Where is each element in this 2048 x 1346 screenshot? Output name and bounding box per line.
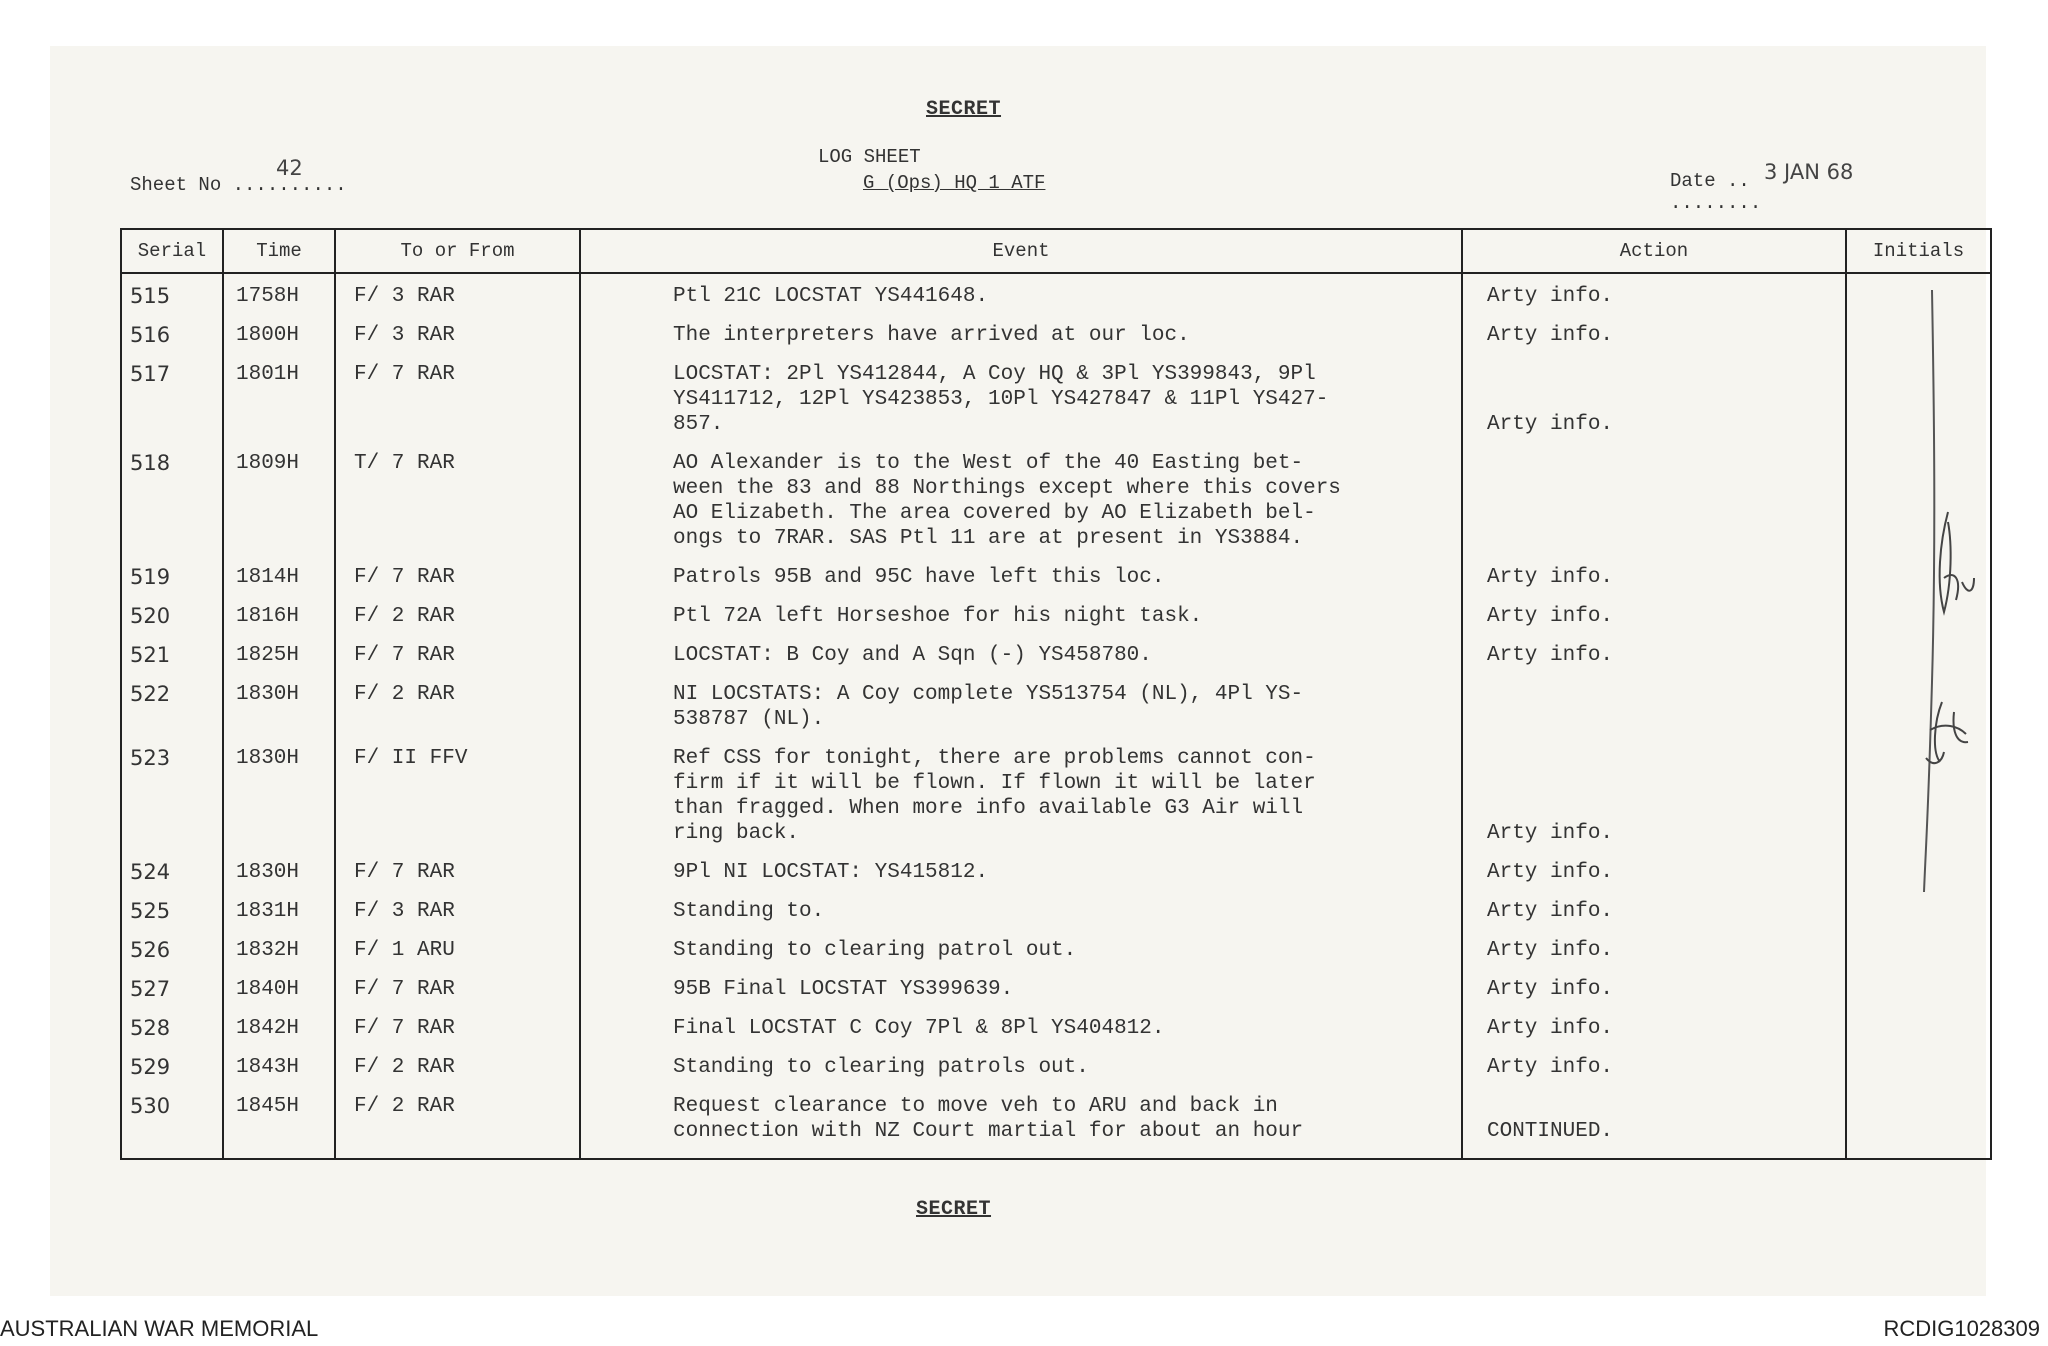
spacer-cell bbox=[121, 590, 223, 604]
row-spacer bbox=[121, 732, 1991, 746]
serial-cell: 523 bbox=[121, 746, 223, 846]
event-cell: Ptl 21C LOCSTAT YS441648. bbox=[580, 273, 1462, 309]
sheet-number-value: 42 bbox=[276, 156, 303, 180]
spacer-cell bbox=[1462, 732, 1846, 746]
initials-cell bbox=[1846, 977, 1991, 1002]
to-or-from-cell: F/ 3 RAR bbox=[335, 323, 580, 348]
spacer-cell bbox=[223, 924, 335, 938]
row-spacer bbox=[121, 668, 1991, 682]
time-cell: 1816H bbox=[223, 604, 335, 629]
table-row bbox=[121, 643, 1991, 668]
spacer-cell bbox=[121, 309, 223, 323]
spacer-cell bbox=[580, 732, 1462, 746]
action-cell: Arty info. bbox=[1462, 323, 1846, 348]
serial-cell: 529 bbox=[121, 1055, 223, 1080]
time-cell: 1831H bbox=[223, 899, 335, 924]
time-cell: 1830H bbox=[223, 682, 335, 732]
to-or-from-cell: F/ 7 RAR bbox=[335, 860, 580, 885]
spacer-cell bbox=[223, 668, 335, 682]
to-or-from-cell: F/ 7 RAR bbox=[335, 565, 580, 590]
event-cell: The interpreters have arrived at our loc. bbox=[580, 323, 1462, 348]
spacer-cell bbox=[1462, 885, 1846, 899]
event-cell: LOCSTAT: B Coy and A Sqn (-) YS458780. bbox=[580, 643, 1462, 668]
spacer-cell bbox=[580, 885, 1462, 899]
spacer-cell bbox=[121, 1002, 223, 1016]
serial-cell: 530 bbox=[121, 1094, 223, 1144]
spacer-cell bbox=[335, 1080, 580, 1094]
spacer-cell bbox=[223, 846, 335, 860]
time-cell: 1825H bbox=[223, 643, 335, 668]
spacer-cell bbox=[1462, 846, 1846, 860]
to-or-from-cell: F/ 3 RAR bbox=[335, 273, 580, 309]
spacer-cell bbox=[335, 309, 580, 323]
serial-cell: 525 bbox=[121, 899, 223, 924]
time-cell: 1801H bbox=[223, 362, 335, 437]
action-cell: Arty info. bbox=[1462, 938, 1846, 963]
table-header-row bbox=[121, 229, 1991, 273]
spacer-cell bbox=[121, 348, 223, 362]
spacer-cell bbox=[1846, 1002, 1991, 1016]
serial-cell: 521 bbox=[121, 643, 223, 668]
table-row bbox=[121, 1055, 1991, 1080]
spacer-cell bbox=[335, 629, 580, 643]
date-label: Date .. bbox=[1670, 170, 1750, 192]
sheet-number-field bbox=[130, 174, 347, 196]
spacer-cell bbox=[121, 629, 223, 643]
spacer-cell bbox=[335, 732, 580, 746]
spacer-cell bbox=[1462, 1041, 1846, 1055]
log-table bbox=[120, 228, 1992, 1160]
row-spacer bbox=[121, 437, 1991, 451]
action-cell: Arty info. bbox=[1462, 746, 1846, 846]
to-or-from-cell: F/ 2 RAR bbox=[335, 1094, 580, 1144]
event-cell: Standing to clearing patrols out. bbox=[580, 1055, 1462, 1080]
spacer-cell bbox=[223, 963, 335, 977]
spacer-cell bbox=[580, 437, 1462, 451]
table-row bbox=[121, 1094, 1991, 1144]
spacer-cell bbox=[1462, 629, 1846, 643]
event-cell: Ref CSS for tonight, there are problems cannot con- firm if it will be flown. If flown it will be later than fragged. When more info available G3 Air will ring back. bbox=[580, 746, 1462, 846]
serial-cell: 517 bbox=[121, 362, 223, 437]
to-or-from-cell: F/ 7 RAR bbox=[335, 643, 580, 668]
event-cell: LOCSTAT: 2Pl YS412844, A Coy HQ & 3Pl YS399843, 9Pl YS411712, 12Pl YS423853, 10Pl YS427847 & 11Pl YS427- 857. bbox=[580, 362, 1462, 437]
footer-right: RCDIG1028309 bbox=[1883, 1316, 2040, 1341]
action-cell bbox=[1462, 451, 1846, 551]
spacer-cell bbox=[1846, 1041, 1991, 1055]
action-cell: CONTINUED. bbox=[1462, 1094, 1846, 1144]
spacer-cell bbox=[223, 1080, 335, 1094]
spacer-cell bbox=[223, 1041, 335, 1055]
spacer-cell bbox=[121, 963, 223, 977]
spacer-cell bbox=[121, 437, 223, 451]
spacer-cell bbox=[1462, 309, 1846, 323]
row-spacer bbox=[121, 1144, 1991, 1159]
unit-heading: G (Ops) HQ 1 ATF bbox=[863, 172, 1046, 194]
to-or-from-cell: F/ 3 RAR bbox=[335, 899, 580, 924]
event-cell: Final LOCSTAT C Coy 7Pl & 8Pl YS404812. bbox=[580, 1016, 1462, 1041]
header-to-or-from: To or From bbox=[335, 229, 580, 273]
document-title: LOG SHEET bbox=[818, 146, 921, 168]
time-cell: 1758H bbox=[223, 273, 335, 309]
table-row bbox=[121, 273, 1991, 309]
spacer-cell bbox=[1462, 590, 1846, 604]
to-or-from-cell: F/ II FFV bbox=[335, 746, 580, 846]
row-spacer bbox=[121, 551, 1991, 565]
date-dots: ........ bbox=[1670, 192, 1762, 214]
header-event: Event bbox=[580, 229, 1462, 273]
action-cell: Arty info. bbox=[1462, 362, 1846, 437]
spacer-cell bbox=[1462, 437, 1846, 451]
spacer-cell bbox=[223, 1002, 335, 1016]
spacer-cell bbox=[121, 1080, 223, 1094]
row-spacer bbox=[121, 924, 1991, 938]
spacer-cell bbox=[223, 885, 335, 899]
spacer-cell bbox=[1846, 924, 1991, 938]
table-row bbox=[121, 860, 1991, 885]
action-cell bbox=[1462, 682, 1846, 732]
spacer-cell bbox=[580, 629, 1462, 643]
spacer-cell bbox=[580, 348, 1462, 362]
time-cell: 1830H bbox=[223, 860, 335, 885]
spacer-cell bbox=[121, 551, 223, 565]
spacer-cell bbox=[1462, 551, 1846, 565]
time-cell: 1814H bbox=[223, 565, 335, 590]
row-spacer bbox=[121, 1041, 1991, 1055]
spacer-cell bbox=[335, 963, 580, 977]
spacer-cell bbox=[121, 846, 223, 860]
to-or-from-cell: F/ 7 RAR bbox=[335, 1016, 580, 1041]
serial-cell: 526 bbox=[121, 938, 223, 963]
time-cell: 1832H bbox=[223, 938, 335, 963]
spacer-cell bbox=[121, 1041, 223, 1055]
event-cell: 95B Final LOCSTAT YS399639. bbox=[580, 977, 1462, 1002]
spacer-cell bbox=[223, 437, 335, 451]
to-or-from-cell: F/ 2 RAR bbox=[335, 1055, 580, 1080]
spacer-cell bbox=[121, 1144, 223, 1159]
header-action: Action bbox=[1462, 229, 1846, 273]
action-cell: Arty info. bbox=[1462, 1016, 1846, 1041]
event-cell: Standing to clearing patrol out. bbox=[580, 938, 1462, 963]
initials-cell bbox=[1846, 938, 1991, 963]
initials-cell bbox=[1846, 1094, 1991, 1144]
spacer-cell bbox=[335, 1002, 580, 1016]
spacer-cell bbox=[1462, 1002, 1846, 1016]
spacer-cell bbox=[1462, 348, 1846, 362]
table-row bbox=[121, 899, 1991, 924]
spacer-cell bbox=[223, 348, 335, 362]
serial-cell: 527 bbox=[121, 977, 223, 1002]
initials-cell bbox=[1846, 899, 1991, 924]
row-spacer bbox=[121, 963, 1991, 977]
action-cell: Arty info. bbox=[1462, 899, 1846, 924]
time-cell: 1842H bbox=[223, 1016, 335, 1041]
initials-cell bbox=[1846, 1016, 1991, 1041]
event-cell: Standing to. bbox=[580, 899, 1462, 924]
serial-cell: 528 bbox=[121, 1016, 223, 1041]
spacer-cell bbox=[580, 551, 1462, 565]
event-cell: Patrols 95B and 95C have left this loc. bbox=[580, 565, 1462, 590]
spacer-cell bbox=[335, 668, 580, 682]
spacer-cell bbox=[223, 732, 335, 746]
action-cell: Arty info. bbox=[1462, 1055, 1846, 1080]
serial-cell: 522 bbox=[121, 682, 223, 732]
spacer-cell bbox=[223, 629, 335, 643]
date-value: 3 JAN 68 bbox=[1764, 160, 1854, 184]
footer-left: AUSTRALIAN WAR MEMORIAL bbox=[0, 1316, 319, 1341]
header-serial: Serial bbox=[121, 229, 223, 273]
table-row bbox=[121, 1016, 1991, 1041]
spacer-cell bbox=[1846, 1080, 1991, 1094]
spacer-cell bbox=[223, 309, 335, 323]
event-cell: AO Alexander is to the West of the 40 Easting bet- ween the 83 and 88 Northings except where this covers AO Elizabeth. The area covered by AO Elizabeth bel- ongs to 7RAR. SAS Ptl 11 are at present in YS3884. bbox=[580, 451, 1462, 551]
spacer-cell bbox=[1846, 1144, 1991, 1159]
row-spacer bbox=[121, 1002, 1991, 1016]
row-spacer bbox=[121, 885, 1991, 899]
spacer-cell bbox=[580, 309, 1462, 323]
classification-bottom: SECRET bbox=[916, 1198, 992, 1221]
event-cell: Request clearance to move veh to ARU and back in connection with NZ Court martial for about an hour bbox=[580, 1094, 1462, 1144]
spacer-cell bbox=[335, 924, 580, 938]
table-row bbox=[121, 323, 1991, 348]
spacer-cell bbox=[580, 846, 1462, 860]
spacer-cell bbox=[335, 551, 580, 565]
initials-cell bbox=[1846, 1055, 1991, 1080]
spacer-cell bbox=[223, 590, 335, 604]
serial-cell: 518 bbox=[121, 451, 223, 551]
to-or-from-cell: F/ 2 RAR bbox=[335, 682, 580, 732]
to-or-from-cell: F/ 7 RAR bbox=[335, 977, 580, 1002]
event-cell: NI LOCSTATS: A Coy complete YS513754 (NL), 4Pl YS- 538787 (NL). bbox=[580, 682, 1462, 732]
action-cell: Arty info. bbox=[1462, 565, 1846, 590]
event-cell: Ptl 72A left Horseshoe for his night task. bbox=[580, 604, 1462, 629]
spacer-cell bbox=[335, 348, 580, 362]
initials-handwriting bbox=[1870, 282, 2010, 902]
time-cell: 1840H bbox=[223, 977, 335, 1002]
spacer-cell bbox=[580, 590, 1462, 604]
to-or-from-cell: F/ 7 RAR bbox=[335, 362, 580, 437]
time-cell: 1809H bbox=[223, 451, 335, 551]
serial-cell: 515 bbox=[121, 273, 223, 309]
row-spacer bbox=[121, 846, 1991, 860]
spacer-cell bbox=[580, 963, 1462, 977]
table-row bbox=[121, 362, 1991, 437]
serial-cell: 520 bbox=[121, 604, 223, 629]
table-row bbox=[121, 565, 1991, 590]
table-row bbox=[121, 938, 1991, 963]
spacer-cell bbox=[121, 668, 223, 682]
spacer-cell bbox=[1462, 924, 1846, 938]
classification-top: SECRET bbox=[926, 98, 1002, 121]
spacer-cell bbox=[121, 732, 223, 746]
table-row bbox=[121, 451, 1991, 551]
action-cell: Arty info. bbox=[1462, 604, 1846, 629]
row-spacer bbox=[121, 309, 1991, 323]
table-row bbox=[121, 682, 1991, 732]
spacer-cell bbox=[335, 1041, 580, 1055]
spacer-cell bbox=[223, 1144, 335, 1159]
to-or-from-cell: F/ 1 ARU bbox=[335, 938, 580, 963]
time-cell: 1845H bbox=[223, 1094, 335, 1144]
sheet-label: Sheet No bbox=[130, 174, 233, 196]
to-or-from-cell: T/ 7 RAR bbox=[335, 451, 580, 551]
row-spacer bbox=[121, 348, 1991, 362]
spacer-cell bbox=[335, 590, 580, 604]
action-cell: Arty info. bbox=[1462, 860, 1846, 885]
spacer-cell bbox=[1462, 668, 1846, 682]
spacer-cell bbox=[580, 1144, 1462, 1159]
spacer-cell bbox=[580, 924, 1462, 938]
serial-cell: 524 bbox=[121, 860, 223, 885]
spacer-cell bbox=[1462, 1080, 1846, 1094]
serial-cell: 519 bbox=[121, 565, 223, 590]
spacer-cell bbox=[121, 885, 223, 899]
spacer-cell bbox=[335, 846, 580, 860]
spacer-cell bbox=[580, 668, 1462, 682]
sheet-dots: .......... bbox=[232, 174, 347, 196]
spacer-cell bbox=[121, 924, 223, 938]
header-initials: Initials bbox=[1846, 229, 1991, 273]
to-or-from-cell: F/ 2 RAR bbox=[335, 604, 580, 629]
row-spacer bbox=[121, 629, 1991, 643]
table-row bbox=[121, 746, 1991, 846]
spacer-cell bbox=[580, 1002, 1462, 1016]
table-row bbox=[121, 977, 1991, 1002]
spacer-cell bbox=[580, 1041, 1462, 1055]
serial-cell: 516 bbox=[121, 323, 223, 348]
time-cell: 1800H bbox=[223, 323, 335, 348]
action-cell: Arty info. bbox=[1462, 643, 1846, 668]
event-cell: 9Pl NI LOCSTAT: YS415812. bbox=[580, 860, 1462, 885]
spacer-cell bbox=[1462, 1144, 1846, 1159]
spacer-cell bbox=[1846, 963, 1991, 977]
row-spacer bbox=[121, 590, 1991, 604]
action-cell: Arty info. bbox=[1462, 977, 1846, 1002]
row-spacer bbox=[121, 1080, 1991, 1094]
spacer-cell bbox=[335, 1144, 580, 1159]
spacer-cell bbox=[335, 437, 580, 451]
spacer-cell bbox=[580, 1080, 1462, 1094]
spacer-cell bbox=[1462, 963, 1846, 977]
header-time: Time bbox=[223, 229, 335, 273]
log-sheet-paper bbox=[50, 46, 1986, 1296]
spacer-cell bbox=[335, 885, 580, 899]
table-row bbox=[121, 604, 1991, 629]
action-cell: Arty info. bbox=[1462, 273, 1846, 309]
time-cell: 1830H bbox=[223, 746, 335, 846]
spacer-cell bbox=[223, 551, 335, 565]
time-cell: 1843H bbox=[223, 1055, 335, 1080]
